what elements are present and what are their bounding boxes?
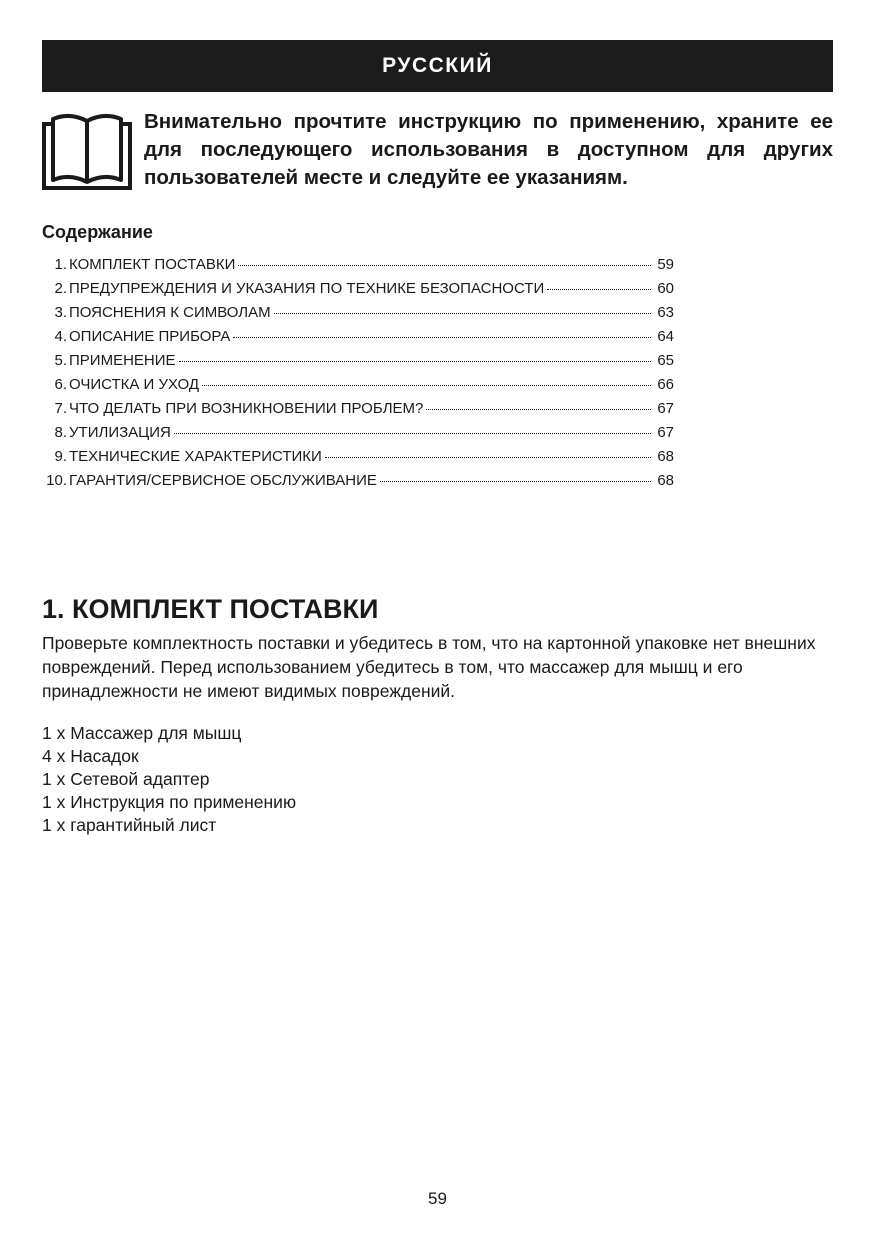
- toc-page: 66: [657, 376, 674, 393]
- toc-title: УТИЛИЗАЦИЯ: [69, 424, 171, 441]
- toc-row[interactable]: [42, 352, 674, 376]
- toc-title: ПОЯСНЕНИЯ К СИМВОЛАМ: [69, 304, 271, 321]
- language-label: РУССКИЙ: [382, 54, 493, 77]
- toc-number: 9.: [54, 448, 67, 465]
- page-number: 59: [428, 1189, 447, 1208]
- toc-row[interactable]: [42, 400, 674, 424]
- toc-row[interactable]: [42, 448, 674, 472]
- toc-leader: [238, 265, 651, 266]
- toc-number: 2.: [54, 280, 67, 297]
- toc-leader: [202, 385, 651, 386]
- toc-number: 1.: [54, 256, 67, 273]
- section-paragraph: Проверьте комплектность поставки и убедитесь в том, что на картонной упаковке нет внешних повреждений. Перед использованием убедитесь в том, что массажер для мышц и его принадлежности не имеют видимых повреждений.: [42, 633, 816, 701]
- toc-title: ПРЕДУПРЕЖДЕНИЯ И УКАЗАНИЯ ПО ТЕХНИКЕ БЕЗОПАСНОСТИ: [69, 280, 545, 297]
- list-item: 1 x гарантийный лист: [42, 815, 217, 835]
- list-item: 1 x Массажер для мышц: [42, 723, 242, 743]
- toc-page: 64: [657, 328, 674, 345]
- toc-leader: [233, 337, 651, 338]
- toc-leader: [179, 361, 651, 362]
- toc-title: ПРИМЕНЕНИЕ: [69, 352, 176, 369]
- toc-number: 5.: [54, 352, 67, 369]
- toc-title: КОМПЛЕКТ ПОСТАВКИ: [69, 256, 236, 273]
- toc-leader: [426, 409, 651, 410]
- toc-title: ЧТО ДЕЛАТЬ ПРИ ВОЗНИКНОВЕНИИ ПРОБЛЕМ?: [69, 400, 424, 417]
- toc-title: ГАРАНТИЯ/СЕРВИСНОЕ ОБСЛУЖИВАНИЕ: [69, 472, 377, 489]
- toc-number: 7.: [54, 400, 67, 417]
- table-of-contents: [42, 256, 674, 496]
- toc-leader: [174, 433, 651, 434]
- toc-leader: [380, 481, 651, 482]
- toc-page: 67: [657, 400, 674, 417]
- toc-number: 10.: [46, 472, 67, 489]
- toc-leader: [274, 313, 651, 314]
- toc-number: 8.: [54, 424, 67, 441]
- list-item: 1 x Сетевой адаптер: [42, 769, 210, 789]
- toc-row[interactable]: [42, 472, 674, 496]
- list-item: 4 x Насадок: [42, 746, 139, 766]
- toc-page: 68: [657, 472, 674, 489]
- toc-row[interactable]: [42, 280, 674, 304]
- toc-row[interactable]: [42, 376, 674, 400]
- toc-row[interactable]: [42, 256, 674, 280]
- list-item: 1 x Инструкция по применению: [42, 792, 297, 812]
- toc-page: 63: [657, 304, 674, 321]
- toc-leader: [325, 457, 651, 458]
- section-heading: 1. КОМПЛЕКТ ПОСТАВКИ: [42, 594, 379, 624]
- language-banner: [42, 40, 833, 92]
- toc-row[interactable]: [42, 328, 674, 352]
- toc-row[interactable]: [42, 304, 674, 328]
- toc-title: ОЧИСТКА И УХОД: [69, 376, 200, 393]
- toc-page: 59: [657, 256, 674, 273]
- toc-title: ТЕХНИЧЕСКИЕ ХАРАКТЕРИСТИКИ: [69, 448, 322, 465]
- toc-page: 67: [657, 424, 674, 441]
- open-book-icon: [42, 110, 132, 190]
- package-contents-list: [42, 722, 296, 837]
- toc-heading: Содержание: [42, 222, 153, 242]
- toc-row[interactable]: [42, 424, 674, 448]
- toc-leader: [547, 289, 651, 290]
- toc-number: 3.: [54, 304, 67, 321]
- notice-text: Внимательно прочтите инструкцию по применению, храните ее для последующего использования в доступном для других пользователей месте и следуйте ее указаниям.: [144, 110, 833, 189]
- toc-page: 60: [657, 280, 674, 297]
- toc-number: 6.: [54, 376, 67, 393]
- toc-number: 4.: [54, 328, 67, 345]
- toc-title: ОПИСАНИЕ ПРИБОРА: [69, 328, 231, 345]
- toc-page: 68: [657, 448, 674, 465]
- toc-page: 65: [657, 352, 674, 369]
